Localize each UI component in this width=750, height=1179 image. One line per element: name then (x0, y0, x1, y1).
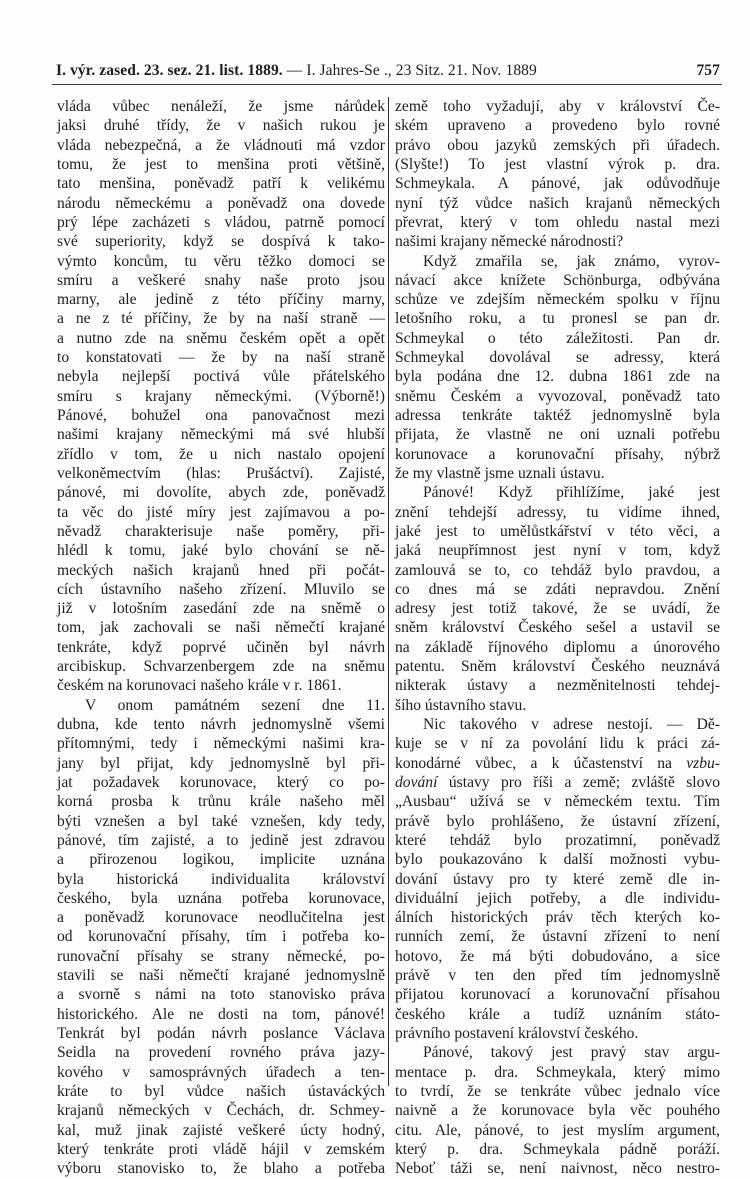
text-line-content: vláda vůbec nenáleží, že jsme nárůdek (57, 98, 385, 115)
text-line (57, 155, 385, 174)
text-line (395, 1159, 720, 1178)
text-line-content: přítomnými, tedy i německými našimi kra- (57, 735, 385, 753)
text-line-content: sněm království Českého sešel a ustavil se (395, 619, 720, 637)
text-line-content: arcibiskup. Schvarzenbergem zde na sněmu (57, 658, 385, 676)
text-line-content: nyní týž vůdce našich krajanů německých (395, 194, 720, 212)
text-line (57, 985, 385, 1004)
text-line-content: co dnes má se zdáti nepravdou. Znění (395, 580, 720, 598)
text-line-content: tato menšina, poněvadž patří k velikému (57, 175, 385, 193)
text-line-content: to konstatovati — že by na naší straně (57, 349, 385, 367)
text-line (395, 599, 720, 618)
text-line (57, 232, 385, 251)
text-line-content: ském upraveno a provedeno bylo rovné (395, 117, 720, 135)
text-line-content: „Ausbau“ užívá se v německém textu. Tím (395, 793, 720, 811)
text-line-content: znění tehdejší adressy, tu vidíme ihned, (395, 503, 720, 521)
text-line (395, 329, 720, 348)
text-line-content: byla podána dne 12. dubna 1861 zde na (395, 368, 720, 386)
text-line (395, 213, 720, 232)
text-line (57, 329, 385, 348)
text-line (57, 425, 385, 444)
text-line (395, 1101, 720, 1120)
text-line (57, 618, 385, 637)
text-line-content: konodárné vůbec, a k účastenství na (395, 754, 687, 772)
text-line-content: álních historických práv těch kterých ko- (395, 909, 720, 927)
text-line (395, 966, 720, 985)
text-line (395, 754, 720, 773)
text-line (395, 406, 720, 425)
text-line-content: Nic takového v adrese nestojí. — Dě- (423, 716, 720, 733)
text-line (57, 136, 385, 155)
text-line (395, 290, 720, 309)
page-number: 757 (696, 62, 720, 79)
text-line (395, 1140, 720, 1159)
text-line (57, 715, 385, 734)
text-line-content: návací akce knížete Schönburga, odbývána (395, 271, 720, 289)
text-line-content: korunovace a korunovační přísahy, nýbrž (395, 445, 720, 463)
text-line-content: právo obou jazyků zemských při úřadech. (395, 136, 720, 154)
text-line-content: výboru stanovisko to, že blaho a potřeba (57, 1160, 385, 1178)
text-line (57, 522, 385, 541)
text-line (57, 1005, 385, 1024)
text-line-content: vláda nebezpečná, a že vládnouti má vzdor (57, 136, 385, 154)
text-line (57, 271, 385, 290)
text-line (57, 503, 385, 522)
text-line (395, 792, 720, 811)
text-line (57, 445, 385, 464)
text-line (395, 136, 720, 155)
text-line-content: velkoněmectvím (hlas: Prušáctví). Zajisté, (57, 464, 385, 482)
text-line (57, 213, 385, 232)
text-line-content: našimi krajany německé národnosti? (395, 233, 624, 251)
text-line (57, 1121, 385, 1140)
text-line (57, 483, 385, 502)
text-line (395, 985, 720, 1004)
text-line (395, 561, 720, 580)
text-line-content: které tehdáž bylo prozatimní, poněvadž (395, 831, 720, 849)
text-line (395, 638, 720, 657)
text-line-content: bylo poukazováno k další možnosti vybu- (395, 851, 720, 869)
text-line (57, 348, 385, 367)
text-line-content: historického. Ale ne dosti na tom, pánové! (57, 1005, 385, 1023)
text-line (395, 367, 720, 386)
text-line (395, 1024, 720, 1043)
text-line (395, 464, 720, 483)
column-divider (388, 97, 389, 1086)
text-line (395, 812, 720, 831)
text-line (395, 522, 720, 541)
text-line (395, 483, 720, 502)
text-line (395, 657, 720, 676)
text-line-content: země toho vyžadují, aby v království Če- (395, 98, 720, 115)
text-line (57, 696, 385, 715)
text-line-content: Schmeykal o této záležitosti. Pan dr. (395, 329, 720, 347)
text-line-content: runovační přísahy se strany německé, po- (57, 947, 385, 965)
text-line (57, 599, 385, 618)
text-line-content: právního postavení království českého. (395, 1025, 639, 1042)
text-line (57, 773, 385, 792)
text-line (395, 908, 720, 927)
text-line (57, 734, 385, 753)
text-line-content: zamlouvá se to, co tehdáž bylo pravdou, a (395, 561, 720, 579)
text-line-content: převrat, který v tom ohledu nastal mezi (395, 213, 720, 231)
text-line (57, 561, 385, 580)
text-line-content: šího ústavního stavu. (395, 696, 527, 714)
text-line (395, 309, 720, 328)
text-line (57, 290, 385, 309)
text-line-content: Schmeykala. A pánové, jak odůvodňuje (395, 175, 720, 193)
text-line-content: který tenkráte proti vládě hájil v zemském (57, 1140, 385, 1158)
header-rule (52, 84, 722, 85)
text-line-content: citu. Ale, pánové, to jest myslím argument, (395, 1121, 720, 1139)
text-line-content: letošního roku, a tu pronesl se pan dr. (395, 310, 720, 328)
text-line (57, 657, 385, 676)
text-line-content: dividuální jejich potřeby, a dle individu- (395, 889, 720, 907)
running-header-title (56, 62, 537, 80)
text-line (57, 754, 385, 773)
text-line-content: a přirozenou logikou, implicite uznána (57, 851, 385, 869)
text-line-content: (Slyšte!) To jest vlastní výrok p. dra. (395, 155, 720, 173)
text-line (395, 676, 720, 695)
text-line-content: který p. dra. Schmeykala pádně poráží. (395, 1140, 720, 1158)
text-line (57, 367, 385, 386)
text-line-content: byla historická individualita království (57, 870, 385, 888)
header-title-german: I. Jahres-Se ., 23 Sitz. 21. Nov. 1889 (306, 62, 537, 79)
text-line-content: sněmu Českém a vyvozoval, poněvadž tato (395, 387, 720, 405)
text-line (395, 194, 720, 213)
emphasis: dování (395, 773, 438, 791)
text-line-content: Seidla na provedení rovného práva jazy- (57, 1044, 385, 1062)
text-line (57, 580, 385, 599)
text-line-content: českém na korunovaci našeho krále v r. 1861. (57, 677, 342, 695)
text-line (57, 676, 385, 695)
text-line-content: našimi krajany německými má své hlubší (57, 426, 385, 444)
text-line-content: ústavy pro říši a země; zvláště slovo (437, 773, 720, 791)
text-line-content: nikterak ústavy a nezměnitelnosti tehdej- (395, 677, 720, 695)
text-line (395, 831, 720, 850)
text-line (57, 1043, 385, 1062)
text-line-content: jaké jest to umělůstkářství v této věci, a (395, 522, 720, 540)
text-line (57, 1063, 385, 1082)
text-line-content: výmto koncům, tu věru těžko domoci se (57, 252, 385, 270)
text-line-content: meckých našich krajanů hned při počát- (57, 561, 385, 579)
text-line (395, 1063, 720, 1082)
text-line (57, 792, 385, 811)
text-line (395, 734, 720, 753)
text-line-content: kového v samosprávných úřadech a ten- (57, 1063, 385, 1081)
text-line-content: korná prosba k trůnu krále našeho měl (57, 793, 385, 811)
text-line (395, 425, 720, 444)
text-line-content: pánové, mi dovolíte, abych zde, poněvadž (57, 484, 385, 502)
text-line (395, 927, 720, 946)
text-line (57, 1140, 385, 1159)
text-line (395, 155, 720, 174)
text-line-content: V onom památném sezení dne 11. (85, 696, 385, 714)
text-line (57, 1024, 385, 1043)
text-line-content: jat požadavek korunovace, který co po- (57, 773, 385, 791)
text-line-content: právě v ten den před tím jednomyslně (395, 967, 720, 985)
text-line-content: smíru s krajany německými. (Výborně!) (57, 387, 385, 405)
text-line-content: stavili se naši němečtí krajané jednomyslně (57, 967, 385, 985)
text-line (57, 947, 385, 966)
text-line-content: smíru a veškeré snahy naše proto jsou (57, 271, 385, 289)
text-line (57, 309, 385, 328)
text-line (395, 503, 720, 522)
text-line-content: právě bylo prohlášeno, že ústavní zřízení, (395, 812, 720, 830)
text-line (57, 1082, 385, 1101)
text-line (57, 194, 385, 213)
header-title-czech: I. výr. zased. 23. sez. 21. list. 1889. (56, 62, 283, 79)
text-line-content: krajanů německých v Čechách, dr. Schmey- (57, 1102, 385, 1120)
text-line-content: kráte to byl vůdce našich ústaváckých (57, 1082, 385, 1100)
text-line-content: Neboť táži se, není naivnost, něco nestro- (395, 1160, 720, 1178)
text-line (395, 1043, 720, 1062)
text-line (57, 927, 385, 946)
text-line-content: ta věc do jisté míry jest zajímavou a po- (57, 503, 385, 521)
text-column-right (395, 97, 720, 1179)
text-line-content: to tvrdí, že se tenkráte vůbec jednalo více (395, 1082, 720, 1100)
text-line (57, 252, 385, 271)
header-separator: — (282, 62, 307, 79)
text-line-content: již v lotošním zasedání zde na sněmě o (57, 600, 385, 618)
text-line-content: runních zemí, že ústavní zřízení to není (395, 928, 720, 946)
text-line-content: adresy jest totiž takové, že se uvádí, že (395, 600, 720, 618)
text-line-content: mentace p. dra. Schmeykala, který mimo (395, 1063, 720, 1081)
text-line-content: přijatou korunovací a korunovační přísahou (395, 986, 720, 1004)
text-line (395, 348, 720, 367)
text-line-content: kal, muž jinak zajisté veškeré úcty hodný, (57, 1121, 385, 1139)
text-line-content: přijata, že vlastně ne oni uznali potřebu (395, 426, 720, 444)
text-line-content: patentu. Sněm království Českého neuznává (395, 658, 720, 676)
text-line-content: hlédl k tomu, jaké bylo chování se ně- (57, 542, 385, 560)
text-line-content: českého, byla uznána potřeba korunovace, (57, 889, 385, 907)
text-line-content: jany byl přijat, kdy jednomyslně byl při- (57, 754, 385, 772)
text-line-content: Když zmařila se, jak známo, vyrov- (423, 252, 720, 270)
text-line (57, 889, 385, 908)
text-line-content: a svorně s námi na toto stanovisko práva (57, 986, 385, 1004)
text-line-content: marny, ale jedině z této příčiny marny, (57, 291, 385, 309)
text-line-content: své superiority, když se dospívá k tako- (57, 233, 385, 251)
text-line (57, 638, 385, 657)
text-line (395, 252, 720, 271)
text-line (395, 580, 720, 599)
text-line (395, 445, 720, 464)
text-line (57, 464, 385, 483)
text-line (395, 1121, 720, 1140)
text-line-content: pánové, tím zajisté, a to jedině jest zdravou (57, 831, 385, 849)
text-line (395, 618, 720, 637)
text-line-content: nebyla nejlepší poctivá vůle přátelského (57, 368, 385, 386)
text-line-content: že my vlastně jsme uznali ústavu. (395, 464, 605, 482)
text-line-content: Tenkrát byl podán návrh poslance Václava (57, 1025, 385, 1042)
text-line (395, 271, 720, 290)
text-line-content: a ne z té příčiny, že by na naší straně — (57, 310, 385, 328)
text-line-content: tom, jak zachovali se naši němečtí krajané (57, 619, 385, 637)
text-line-content: zřídlo v tom, že u nich nastalo opojení (57, 445, 385, 463)
text-line (57, 387, 385, 406)
text-line (395, 174, 720, 193)
text-line (57, 831, 385, 850)
text-line (395, 232, 720, 251)
text-line-content: na základě říjnového diplomu a únorového (395, 638, 720, 656)
text-line (395, 773, 720, 792)
text-line (395, 1005, 720, 1024)
text-line (395, 1082, 720, 1101)
text-line (57, 908, 385, 927)
text-line (57, 812, 385, 831)
text-line (57, 1101, 385, 1120)
text-line (395, 116, 720, 135)
text-line-content: Pánové, takový jest pravý stav argu- (423, 1044, 720, 1062)
text-line-content: prý lépe zacházeti s vládou, patrně pomocí (57, 213, 385, 231)
text-line (395, 541, 720, 560)
text-line (57, 541, 385, 560)
text-line-content: českého krále a tudíž uznáním státo- (395, 1005, 720, 1023)
text-line-content: kuje se v ní za povolání lidu k práci zá- (395, 735, 720, 753)
text-line (395, 850, 720, 869)
text-line-content: a nutno zde na sněmu českém opět a opět (57, 329, 385, 347)
text-line (57, 174, 385, 193)
text-line (57, 870, 385, 889)
text-line (395, 97, 720, 116)
text-line (57, 97, 385, 116)
text-line-content: adressa tenkráte taktéž jednomyslně byla (395, 407, 720, 424)
text-line-content: tomu, že jest to menšina proti většině, (57, 155, 385, 173)
text-line-content: dubna, kde tento návrh jednomyslně všemi (57, 716, 385, 733)
text-line-content: hotovo, že má býti dobudováno, a sice (395, 947, 720, 965)
text-line-content: schůze ve zdejším německém spolku v říjnu (395, 291, 720, 309)
text-line-content: cích ústavního našeho zřízení. Mluvilo se (57, 580, 385, 598)
text-line (57, 116, 385, 135)
text-line-content: a poněvadž korunovace neodlučitelna jest (57, 909, 385, 927)
text-line-content: od korunovační přísahy, tím i potřeba ko- (57, 928, 385, 946)
text-line-content: naivně a že korunovace byla věc pouhého (395, 1102, 720, 1120)
text-line-content: Pánové, bohužel ona panovačnost mezi (57, 407, 385, 424)
text-line (395, 387, 720, 406)
running-header (56, 62, 720, 82)
text-line (395, 696, 720, 715)
text-line-content: dování ústavy pro ty které země dle in- (395, 870, 720, 888)
emphasis: vzbu- (686, 754, 720, 772)
text-line (395, 889, 720, 908)
text-line-content: tenkráte, když poprvé učiněn byl návrh (57, 638, 385, 656)
text-line (395, 715, 720, 734)
text-line-content: národu německému a poněvadž ona dovede (57, 194, 385, 212)
text-line (57, 1159, 385, 1178)
text-line-content: jaksi druhé třídy, že v našich rukou je (57, 117, 385, 135)
text-line (395, 947, 720, 966)
text-line-content: býti vznešen a byl také vznešen, kdy tedy, (57, 812, 385, 830)
text-column-left (57, 97, 385, 1179)
text-line (395, 870, 720, 889)
text-line (57, 850, 385, 869)
text-line-content: Pánové! Když přihlížíme, jaké jest (423, 484, 720, 502)
text-line-content: něvadž charakterisuje naše poměry, při- (57, 522, 385, 540)
text-line (57, 966, 385, 985)
text-line-content: Schmeykal dovolával se adressy, která (395, 349, 720, 367)
text-line-content: jaká neupřímnost jest nyní v tom, když (395, 542, 720, 560)
text-line (57, 406, 385, 425)
